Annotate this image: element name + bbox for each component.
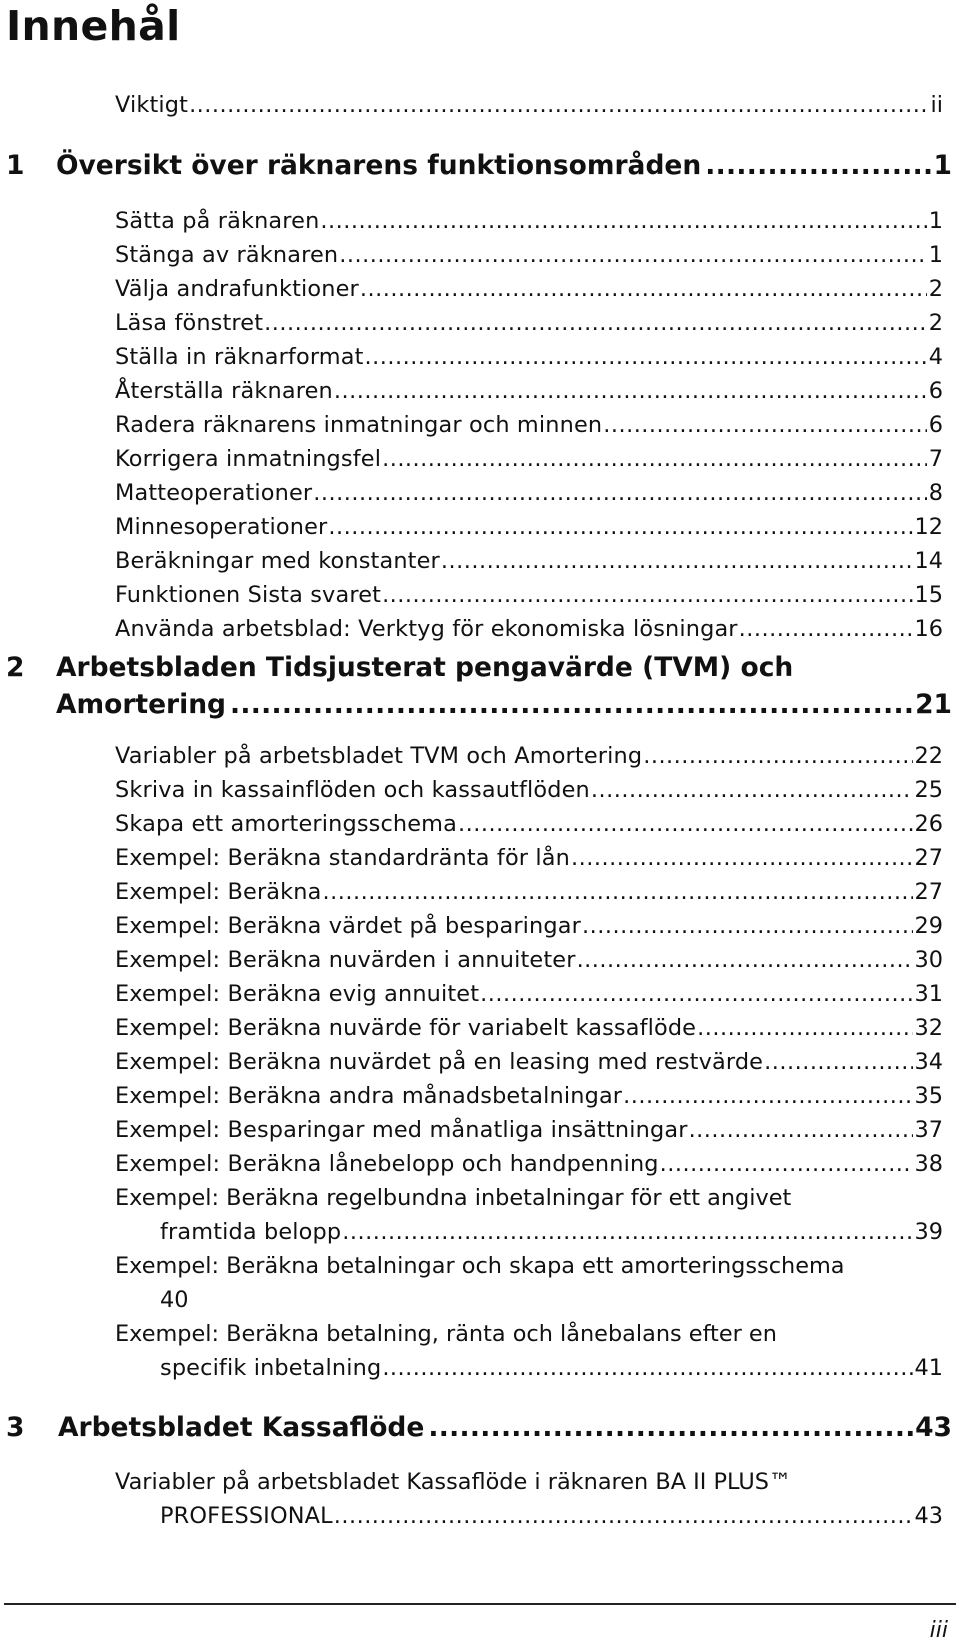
toc-entry-page: 38 <box>914 1151 943 1177</box>
dot-leader <box>689 1113 913 1147</box>
toc-entry-page: 40 <box>160 1287 189 1313</box>
toc-entry-title: Beräkningar med konstanter <box>115 548 440 574</box>
toc-entry-viktigt[interactable] <box>115 88 943 122</box>
toc-chapter-1[interactable] <box>6 146 952 186</box>
toc-entry[interactable] <box>115 272 943 306</box>
toc-entry-title: Exempel: Beräkna lånebelopp och handpenning <box>115 1151 659 1177</box>
dot-leader <box>365 340 927 374</box>
toc-entry-title: Exempel: Beräkna nuvärdet på en leasing med restvärde <box>115 1049 764 1075</box>
dot-leader <box>697 1011 912 1045</box>
toc-entry[interactable] <box>115 1079 943 1113</box>
dot-leader <box>328 510 912 544</box>
dot-leader <box>623 1079 912 1113</box>
footer-divider <box>4 1603 956 1605</box>
dot-leader <box>428 1408 913 1448</box>
toc-entry-line1[interactable]: Exempel: Beräkna betalningar och skapa ett amorteringsschema <box>115 1253 845 1279</box>
toc-entry-page: 2 <box>928 276 943 302</box>
toc-entry-title: Välja andrafunktioner <box>115 276 359 302</box>
dot-leader <box>739 612 913 646</box>
toc-entry-page: ii <box>930 92 943 118</box>
toc-chapter-3[interactable] <box>6 1408 952 1448</box>
chapter-title: Översikt över räknarens funktionsområden <box>56 150 702 181</box>
toc-entry-page: 14 <box>914 548 943 574</box>
dot-leader <box>582 909 913 943</box>
toc-entry-title: Exempel: Beräkna värdet på besparingar <box>115 913 581 939</box>
toc-entry-page: 32 <box>914 1015 943 1041</box>
toc-entry-title: Exempel: Beräkna nuvärde för variabelt kassaflöde <box>115 1015 697 1041</box>
dot-leader <box>334 1499 913 1533</box>
toc-entry-title: Läsa fönstret <box>115 310 264 336</box>
toc-entry[interactable] <box>115 374 943 408</box>
dot-leader <box>339 238 927 272</box>
toc-entry[interactable] <box>115 807 943 841</box>
chapter-page: 43 <box>915 1412 952 1443</box>
toc-entry-line1[interactable]: Exempel: Beräkna betalning, ränta och lånebalans efter en <box>115 1321 777 1347</box>
toc-entry-page: 43 <box>914 1503 943 1529</box>
dot-leader <box>230 685 913 725</box>
toc-entry-title: Exempel: Beräkna standardränta för lån <box>115 845 571 871</box>
toc-entry[interactable] <box>115 909 943 943</box>
toc-entry-page: 7 <box>928 446 943 472</box>
toc-chapter-2[interactable] <box>56 685 952 725</box>
toc-entry[interactable] <box>115 841 943 875</box>
toc-entry[interactable] <box>115 977 943 1011</box>
dot-leader <box>382 578 912 612</box>
toc-entry-title: Variabler på arbetsbladet TVM och Amortering <box>115 743 643 769</box>
dot-leader <box>764 1045 912 1079</box>
toc-entry-title: Viktigt <box>115 92 189 118</box>
toc-entry-title: Exempel: Besparingar med månatliga insättningar <box>115 1117 688 1143</box>
toc-entry-page: 22 <box>914 743 943 769</box>
dot-leader <box>189 88 928 122</box>
chapter-page: 1 <box>933 150 952 181</box>
toc-entry-title: Skapa ett amorteringsschema <box>115 811 458 837</box>
toc-entry-page: 31 <box>914 981 943 1007</box>
toc-entry-page: 34 <box>914 1049 943 1075</box>
toc-entry[interactable] <box>115 340 943 374</box>
dot-leader <box>660 1147 913 1181</box>
toc-entry-page: 6 <box>928 412 943 438</box>
toc-entry-page: 25 <box>914 777 943 803</box>
toc-entry[interactable] <box>115 306 943 340</box>
toc-entry[interactable] <box>115 773 943 807</box>
chapter-number: 2 <box>6 652 25 683</box>
chapter-title: Arbetsbladet Kassaflöde <box>58 1412 425 1443</box>
toc-entry-page: 15 <box>914 582 943 608</box>
dot-leader <box>320 204 926 238</box>
dot-leader <box>571 841 912 875</box>
toc-entry-title: Sätta på räknaren <box>115 208 320 234</box>
toc-entry-title: Minnesoperationer <box>115 514 328 540</box>
toc-entry-page: 4 <box>928 344 943 370</box>
dot-leader <box>382 1351 912 1385</box>
dot-leader <box>603 408 927 442</box>
toc-entry-page: 30 <box>914 947 943 973</box>
toc-entry-page: 29 <box>914 913 943 939</box>
page-title: Innehål <box>6 2 181 50</box>
toc-entry-title: Skriva in kassainflöden och kassautflöden <box>115 777 590 803</box>
toc-entry[interactable] <box>115 476 943 510</box>
toc-entry[interactable] <box>115 204 943 238</box>
chapter-number: 1 <box>6 150 25 181</box>
toc-entry-title: Exempel: Beräkna evig annuitet <box>115 981 480 1007</box>
dot-leader <box>480 977 912 1011</box>
chapter-number: 3 <box>6 1412 25 1443</box>
dot-leader <box>643 739 912 773</box>
toc-entry-page: 37 <box>914 1117 943 1143</box>
toc-entry[interactable] <box>160 1215 943 1249</box>
dot-leader <box>705 146 931 186</box>
toc-entry[interactable] <box>115 408 943 442</box>
dot-leader <box>313 476 926 510</box>
toc-entry-page: 35 <box>914 1083 943 1109</box>
toc-entry-title: specifik inbetalning <box>160 1355 382 1381</box>
dot-leader <box>382 442 927 476</box>
dot-leader <box>591 773 913 807</box>
toc-entry-page: 39 <box>914 1219 943 1245</box>
chapter-title-line1[interactable]: Arbetsbladen Tidsjusterat pengavärde (TVM) och <box>56 652 794 683</box>
toc-entry-title: Använda arbetsblad: Verktyg för ekonomiska lösningar <box>115 616 738 642</box>
chapter-page: 21 <box>915 689 952 720</box>
toc-entry[interactable] <box>160 1499 943 1533</box>
toc-entry[interactable] <box>115 739 943 773</box>
toc-entry[interactable] <box>160 1351 943 1385</box>
dot-leader <box>334 374 927 408</box>
toc-entry[interactable] <box>115 544 943 578</box>
toc-entry-page: 41 <box>914 1355 943 1381</box>
dot-leader <box>360 272 927 306</box>
toc-entry-title: Stänga av räknaren <box>115 242 339 268</box>
toc-entry[interactable] <box>115 1113 943 1147</box>
dot-leader <box>264 306 927 340</box>
toc-entry-page: 6 <box>928 378 943 404</box>
toc-entry-page: 26 <box>914 811 943 837</box>
footer-page-number: iii <box>929 1618 948 1643</box>
dot-leader <box>323 875 913 909</box>
toc-entry-title: Exempel: Beräkna nuvärden i annuiteter <box>115 947 576 973</box>
toc-entry-title: Exempel: Beräkna <box>115 879 322 905</box>
dot-leader <box>577 943 913 977</box>
toc-entry-page: 16 <box>914 616 943 642</box>
toc-entry[interactable] <box>115 1147 943 1181</box>
toc-entry-page: 27 <box>914 845 943 871</box>
toc-entry-title: Återställa räknaren <box>115 378 333 404</box>
toc-entry-title: PROFESSIONAL <box>160 1503 333 1529</box>
toc-entry-title: Matteoperationer <box>115 480 313 506</box>
toc-entry[interactable] <box>115 612 943 646</box>
toc-entry-line1[interactable]: Variabler på arbetsbladet Kassaflöde i räknaren BA II PLUS™ <box>115 1469 792 1495</box>
toc-entry[interactable] <box>115 510 943 544</box>
toc-entry-title: Exempel: Beräkna andra månadsbetalningar <box>115 1083 623 1109</box>
toc-entry-page: 1 <box>928 242 943 268</box>
toc-entry-page: 12 <box>914 514 943 540</box>
toc-entry[interactable] <box>115 1011 943 1045</box>
dot-leader <box>441 544 913 578</box>
toc-entry[interactable] <box>115 943 943 977</box>
chapter-title-line2: Amortering <box>56 689 227 720</box>
toc-entry-line1[interactable]: Exempel: Beräkna regelbundna inbetalningar för ett angivet <box>115 1185 792 1211</box>
toc-entry-title: Funktionen Sista svaret <box>115 582 382 608</box>
toc-entry[interactable] <box>115 578 943 612</box>
toc-entry-page: 27 <box>914 879 943 905</box>
toc-entry[interactable] <box>115 442 943 476</box>
dot-leader <box>458 807 912 841</box>
toc-entry-page: 1 <box>928 208 943 234</box>
toc-entry[interactable] <box>115 238 943 272</box>
toc-entry-page: 8 <box>928 480 943 506</box>
toc-entry-title: Radera räknarens inmatningar och minnen <box>115 412 603 438</box>
toc-entry-title: Korrigera inmatningsfel <box>115 446 382 472</box>
toc-entry[interactable] <box>115 1045 943 1079</box>
toc-entry-title: Ställa in räknarformat <box>115 344 364 370</box>
dot-leader <box>342 1215 912 1249</box>
toc-entry-title: framtida belopp <box>160 1219 342 1245</box>
toc-entry[interactable] <box>115 875 943 909</box>
toc-entry-page: 2 <box>928 310 943 336</box>
